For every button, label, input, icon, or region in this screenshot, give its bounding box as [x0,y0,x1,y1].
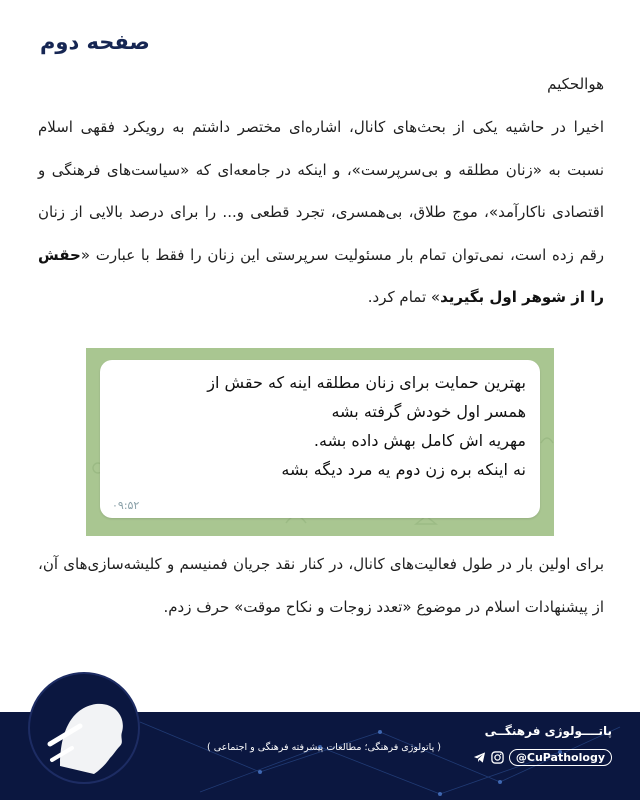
chat-line: بهترین حمایت برای زنان مطلقه اینه که حقش از [207,373,526,392]
instagram-icon [491,751,504,764]
paragraph-1 [38,106,604,319]
chat-message-text [114,368,526,484]
chat-line: همسر اول خودش گرفته بشه [331,402,526,421]
chat-screenshot [86,348,554,536]
article-body [38,62,604,319]
logo [28,672,140,784]
chat-line: مهریه اش کامل بهش داده بشه. [313,431,526,450]
paragraph-1-bold: حقش را از شوهر اول بگیرید [38,245,604,306]
brand-name: پاتــــولوژی فرهنگــی [484,724,612,738]
paragraph-1-text: اخیرا در حاشیه یکی از بحث‌های کانال، اشاره‌ای مختصر داشتم به رویکرد فقهی اسلام نسبت به «زنان مطلقه و بی‌سرپرست»، و اینکه در جامعه‌ای که «سیاست‌های فرهنگی و اقتصادی ناکارآمد»، موج طلاق، بی‌همسری، تجرد قطعی و... را برای درصد بالایی از زنان رقم زده است، نمی‌توان تمام بار مسئولیت سرپرستی این زنان را فقط با عبارت « [38,118,604,264]
channel-handle: @CuPathology [509,749,612,766]
head-silhouette-icon [30,674,138,782]
footer-subtitle: ( پاتولوژی فرهنگی؛ مطالعات پیشرفته فرهنگی و اجتماعی ) [207,742,441,753]
page-title: صفحه دوم [40,30,150,54]
telegram-icon [473,751,486,764]
greeting: هوالحکیم [547,75,604,93]
chat-bubble [100,360,540,518]
paragraph-2: برای اولین بار در طول فعالیت‌های کانال، در کنار نقد جریان فمنیسم و کلیشه‌سازی‌های آن، از پیشنهادات اسلام در موضوع «تعدد زوجات و نکاح موقت» حرف زدم. [38,555,604,616]
paragraph-1-end: » تمام کرد. [367,288,441,306]
chat-timestamp: ۰۹:۵۲ [112,499,140,512]
article-body-2 [38,543,604,628]
social-handle-row [473,749,612,766]
chat-line: نه اینکه بره زن دوم یه مرد دیگه بشه [281,460,526,479]
